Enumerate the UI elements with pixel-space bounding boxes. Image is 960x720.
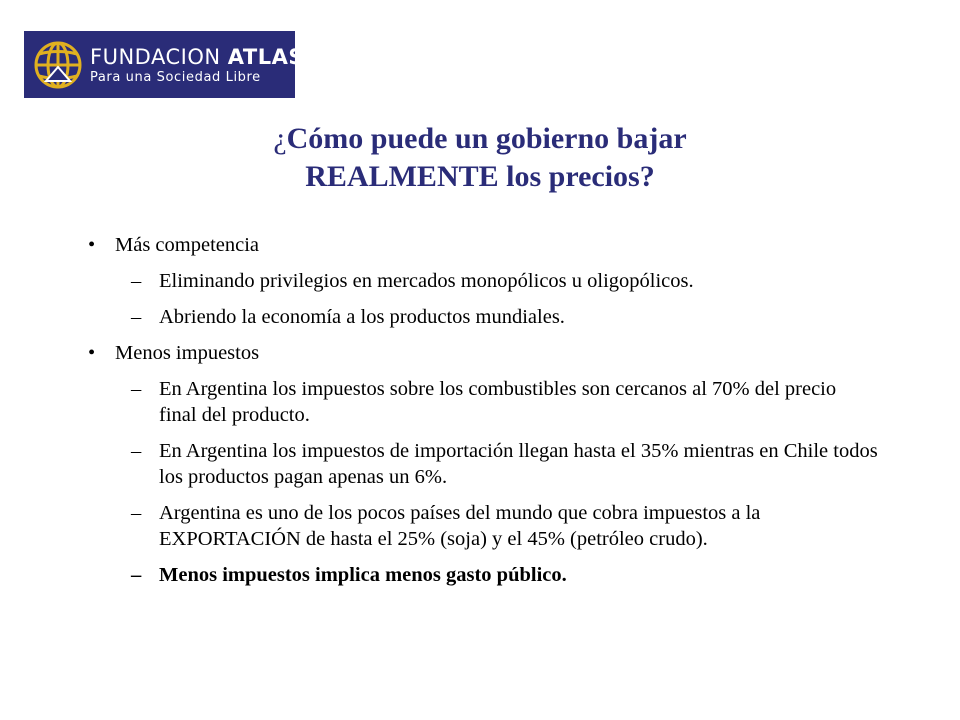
sub-bullet-gasto-publico: – Menos impuestos implica menos gasto público. bbox=[131, 562, 878, 588]
sub-bullet-privilegios: – Eliminando privilegios en mercados monopólicos u oligopólicos. bbox=[131, 268, 878, 294]
bullet-competencia: • Más competencia bbox=[88, 232, 878, 258]
fundacion-atlas-logo bbox=[24, 31, 304, 98]
logo-name: FUNDACION ATLAS bbox=[90, 44, 304, 69]
sub-bullet-apertura: – Abriendo la economía a los productos mundiales. bbox=[131, 304, 878, 330]
logo-tagline: Para una Sociedad Libre bbox=[90, 69, 261, 85]
title-line-2: REALMENTE los precios? bbox=[305, 160, 655, 193]
title-line-1: ¿Cómo puede un gobierno bajar bbox=[273, 122, 687, 155]
bullet-list bbox=[88, 232, 878, 598]
sub-bullet-exportacion: – Argentina es uno de los pocos países del mundo que cobra impuestos a la EXPORTACIÓN de hasta el 25% (soja) y el 45% (petróleo crudo). bbox=[131, 500, 878, 552]
slide-title bbox=[0, 120, 960, 196]
globe-icon bbox=[32, 39, 84, 91]
sub-bullet-combustibles: – En Argentina los impuestos sobre los combustibles son cercanos al 70% del precio final del producto. bbox=[131, 376, 878, 428]
sub-bullet-importacion: – En Argentina los impuestos de importación llegan hasta el 35% mientras en Chile todos los productos pagan apenas un 6%. bbox=[131, 438, 878, 490]
bullet-impuestos: • Menos impuestos bbox=[88, 340, 878, 366]
